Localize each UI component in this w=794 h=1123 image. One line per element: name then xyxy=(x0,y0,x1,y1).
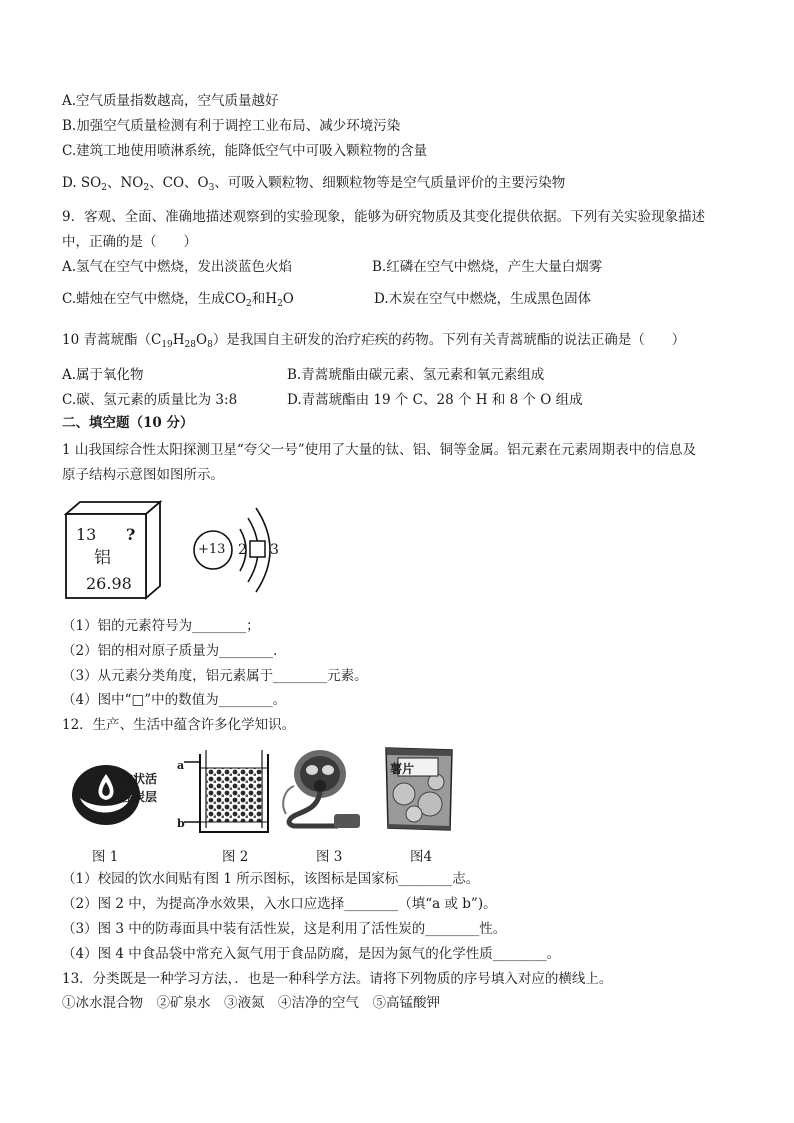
q9-stem-line2: 中，正确的是（ ） xyxy=(62,234,197,250)
element-name: 铝 xyxy=(94,548,111,568)
atom-shell-3: 3 xyxy=(270,542,279,558)
q8-option-b: B.加强空气质量检测有利于调控工业布局、减少环境污染 xyxy=(62,118,401,134)
q10-option-d: D.青蒿琥酯由 19 个 C、28 个 H 和 8 个 O 组成 xyxy=(287,392,583,408)
element-symbol-unknown: ? xyxy=(126,525,136,544)
q12-part-2: （2）图 2 中，为提高净水效果，入水口应选择________（填“a 或 b”)。 xyxy=(62,896,497,912)
element-mass: 26.98 xyxy=(86,574,132,593)
q9-option-d: D.木炭在空气中燃烧，生成黑色固体 xyxy=(374,291,592,307)
q10-option-b: B.青蒿琥酯由碳元素、氢元素和氧元素组成 xyxy=(287,367,545,383)
q12-part-4: （4）图 4 中食品袋中常充入氮气用于食品防腐，是因为氮气的化学性质________。 xyxy=(62,946,561,962)
gas-mask-image xyxy=(278,744,368,832)
q11-part-3: （3）从元素分类角度，铝元素属于________元素。 xyxy=(62,668,368,684)
q11-stem-line1: 1 山我国综合性太阳探测卫星“夸父一号”使用了大量的钛、铝、铜等金属。铝元素在元素周期表中的信息及 xyxy=(62,442,697,458)
q10-option-a: A.属于氧化物 xyxy=(62,367,144,383)
q9-option-c: C.蜡烛在空气中燃烧，生成$CO_2$和$H_2O$ xyxy=(62,291,294,309)
fig2-inlet-b: b xyxy=(177,817,185,830)
q10-stem: 10 青蒿琥酯$(C_{19}H_{28}O_8)$是我国自主研发的治疗疟疾的药物。下列有关青蒿琥酯的说法正确是（ ） xyxy=(62,332,686,350)
chip-bag-image xyxy=(380,744,460,834)
q8-option-d: D. $SO_2$、$NO_2$、CO、$O_3$、可吸入颗粒物、细颗粒物等是空气质量评价的主要污染物 xyxy=(62,175,566,193)
fig4-caption: 图4 xyxy=(410,849,433,865)
q13-stem: 13．分类既是一种学习方法，．也是一种科学方法。请将下列物质的序号填入对应的横线上。 xyxy=(62,971,613,987)
fig2-label-line1: 粒状活 xyxy=(121,772,158,786)
q11-part-1: （1）铝的元素符号为________； xyxy=(62,618,260,634)
fig2-inlet-a: a xyxy=(177,759,185,772)
q10-option-c: C.碳、氢元素的质量比为 3:8 xyxy=(62,392,238,408)
q9-option-b: B.红磷在空气中燃烧，产生大量白烟雾 xyxy=(372,259,603,275)
fig1-caption: 图 1 xyxy=(92,849,119,865)
section-title: 二、填空题（10 分） xyxy=(62,415,194,431)
q13-items: ①冰水混合物 ②矿泉水 ③液氮 ④洁净的空气 ⑤高锰酸钾 xyxy=(62,995,440,1011)
q12-part-1: （1）校园的饮水间贴有图 1 所示图标，该图标是国家标________志。 xyxy=(62,871,480,887)
q12-stem: 12．生产、生活中蕴含许多化学知识。 xyxy=(62,717,296,733)
q11-stem-line2: 原子结构示意图如图所示。 xyxy=(62,467,224,483)
atom-shell-1: 2 xyxy=(238,542,247,558)
atom-nucleus: +13 xyxy=(198,542,226,557)
q12-part-3: （3）图 3 中的防毒面具中装有活性炭，这是利用了活性炭的________性。 xyxy=(62,921,507,937)
q8-option-a: A.空气质量指数越高，空气质量越好 xyxy=(62,93,279,109)
q11-part-2: （2）铝的相对原子质量为________． xyxy=(62,643,287,659)
fig2-label-line2: 性炭层 xyxy=(121,790,158,804)
water-filter-diagram xyxy=(184,748,274,838)
fig3-caption: 图 3 xyxy=(316,849,343,865)
q9-option-a: A.氢气在空气中燃烧，发出淡蓝色火焰 xyxy=(62,259,293,275)
element-atomic-number: 13 xyxy=(76,525,97,544)
q9-stem-line1: 9．客观、全面、准确地描述观察到的实验现象，能够为研究物质及其变化提供依据。下列有关实验现象描述 xyxy=(62,209,706,225)
fig2-caption: 图 2 xyxy=(222,849,249,865)
q8-option-c: C.建筑工地使用喷淋系统，能降低空气中可吸入颗粒物的含量 xyxy=(62,143,428,159)
chip-bag-label: 薯片 xyxy=(390,762,415,776)
q11-part-4: （4）图中“□”中的数值为________。 xyxy=(62,692,287,708)
